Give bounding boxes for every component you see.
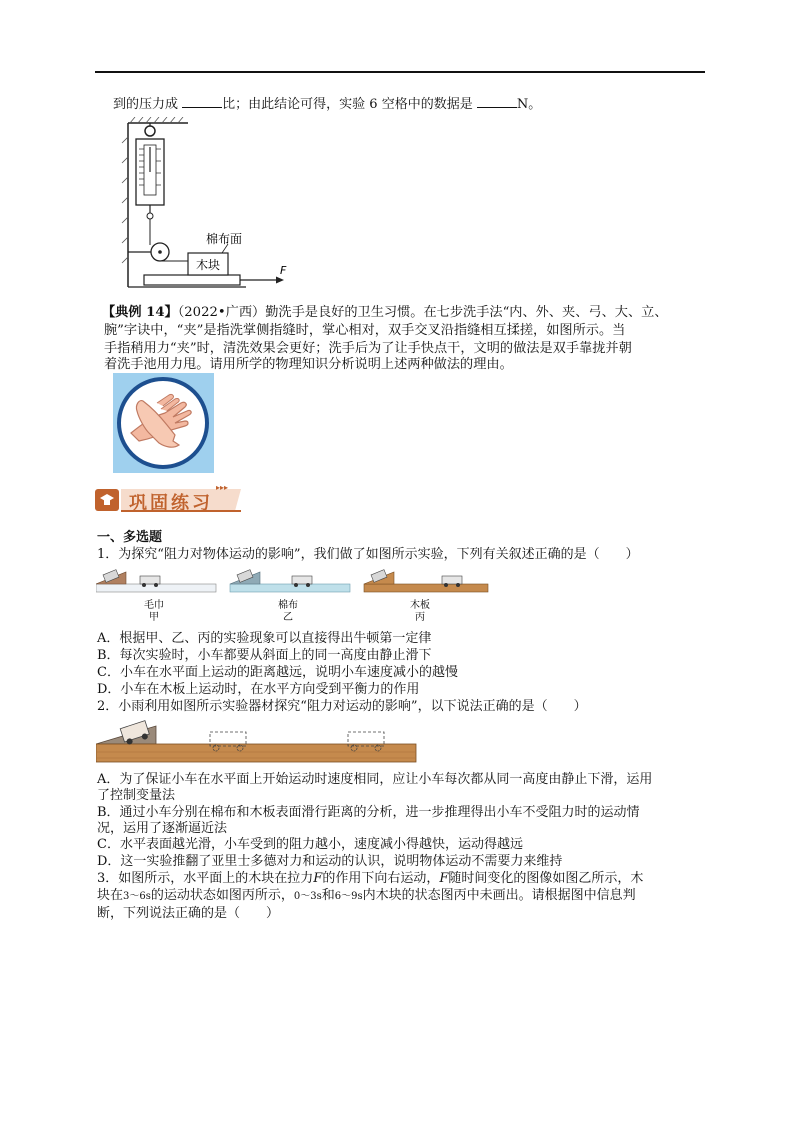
q3-text-2b: 的运动状态如图丙所示， (150, 888, 294, 903)
q2-option-c[interactable]: C．水平表面越光滑，小车受到的阻力越小，速度减小得越快，运动得越远 (97, 837, 523, 852)
spring-scale-figure (118, 117, 298, 292)
question-2-stem: 2．小雨利用如图所示实验器材探究“阻力对运动的影响”，以下说法正确的是（ ） (97, 699, 587, 714)
q2-option-b-line-2: 况，运用了逐渐逼近法 (97, 821, 228, 836)
q13-text-1: 到的压力成 (113, 97, 179, 112)
q3-time-2: 0～3s (293, 891, 322, 902)
q2-option-d[interactable]: D．这一实验推翻了亚里士多德对力和运动的认识，说明物体运动不需要力来维持 (97, 854, 563, 869)
q13-unit: N。 (516, 97, 542, 112)
question-3-line-1 (97, 870, 643, 887)
q3-text-1b: 的作用下向右运动， (322, 871, 440, 886)
arrow-icon: ▸▸▸ (216, 484, 229, 492)
example-14-line-4: 着洗手池用力甩。请用所学的物理知识分析说明上述两种做法的理由。 (104, 357, 513, 372)
label-material-3: 木板 (410, 600, 430, 611)
question-2-figure (96, 718, 421, 770)
q2-option-b-line-1[interactable]: B．通过小车分别在棉布和木板表面滑行距离的分析，进一步推理得出小车不受阻力时的运动情 (97, 805, 640, 820)
label-material-2: 棉布 (278, 600, 298, 611)
q3-text-2c: 和 (321, 888, 335, 903)
example-14-line-1 (102, 304, 668, 321)
q1-option-d[interactable]: D．小车在木板上运动时，在水平方向受到平衡力的作用 (97, 682, 420, 697)
label-material-1: 毛巾 (144, 600, 164, 611)
q3-force-symbol-2: F (439, 871, 449, 886)
q2-option-a-line-2: 了控制变量法 (97, 788, 176, 803)
question-13-tail (113, 95, 541, 113)
q2-option-a-line-1[interactable]: A．为了保证小车在水平面上开始运动时速度相同，应让小车每次都从同一高度由静止下滑，运用 (97, 772, 653, 787)
example-14-line-3: 手指稍用力“夹”时，清洗效果会更好；洗手后为了让手快点干，文明的做法是双手靠拢并朝 (104, 341, 632, 356)
q3-text-1c: 随时间变化的图像如图乙所示，木 (448, 871, 644, 886)
q3-text-2d: 内木块的状态图丙中未画出。请根据图中信息判 (362, 888, 636, 903)
q1-option-c[interactable]: C．小车在水平面上运动的距离越远，说明小车速度减小的越慢 (97, 665, 458, 680)
q3-time-1: 3～6s (123, 891, 151, 902)
block-label: 木块 (195, 258, 221, 272)
q13-text-2: 比；由此结论可得，实验 6 空格中的数据是 (222, 97, 473, 112)
header-rule (95, 71, 705, 73)
hands-rubbing-icon (113, 373, 214, 473)
q1-option-b[interactable]: B．每次实验时，小车都要从斜面上的同一高度由静止滑下 (97, 648, 432, 663)
q3-time-3: 6～9s (334, 891, 363, 902)
q3-text-2a: 块在 (97, 888, 124, 903)
label-name-3: 丙 (415, 612, 425, 623)
q1-option-a[interactable]: A．根据甲、乙、丙的实验现象可以直接得出牛顿第一定律 (97, 631, 432, 646)
section-heading: 一、多选题 (97, 530, 163, 545)
label-name-1: 甲 (149, 612, 159, 623)
practice-banner (95, 484, 245, 514)
question-3-line-3: 断，下列说法正确的是（ ） (97, 906, 280, 921)
practice-banner-title: 巩固练习 (129, 493, 213, 514)
hand-washing-image (113, 373, 214, 473)
example-14-text-1: （2022•广西）勤洗手是良好的卫生习惯。在七步洗手法“内、外、夹、弓、大、立、 (177, 305, 668, 320)
q3-force-symbol-1: F (313, 871, 323, 886)
answer-blank-2[interactable] (477, 95, 517, 108)
example-14-line-2: 腕”字诀中，“夹”是指洗掌侧指缝时，掌心相对，双手交叉沿指缝相互揉搓，如图所示。当 (104, 323, 626, 338)
question-1-stem: 1．为探究“阻力对物体运动的影响”，我们做了如图所示实验，下列有关叙述正确的是（ ） (97, 547, 639, 562)
q3-text-1a: 3．如图所示，水平面上的木块在拉力 (97, 871, 314, 886)
question-3-line-2 (97, 887, 636, 905)
example-14-tag: 【典例 14】 (102, 305, 178, 320)
question-1-figure (96, 564, 491, 628)
cloth-surface-label: 棉布面 (206, 232, 243, 246)
force-label: F (280, 264, 287, 277)
label-name-2: 乙 (283, 612, 293, 623)
answer-blank-1[interactable] (182, 95, 222, 108)
